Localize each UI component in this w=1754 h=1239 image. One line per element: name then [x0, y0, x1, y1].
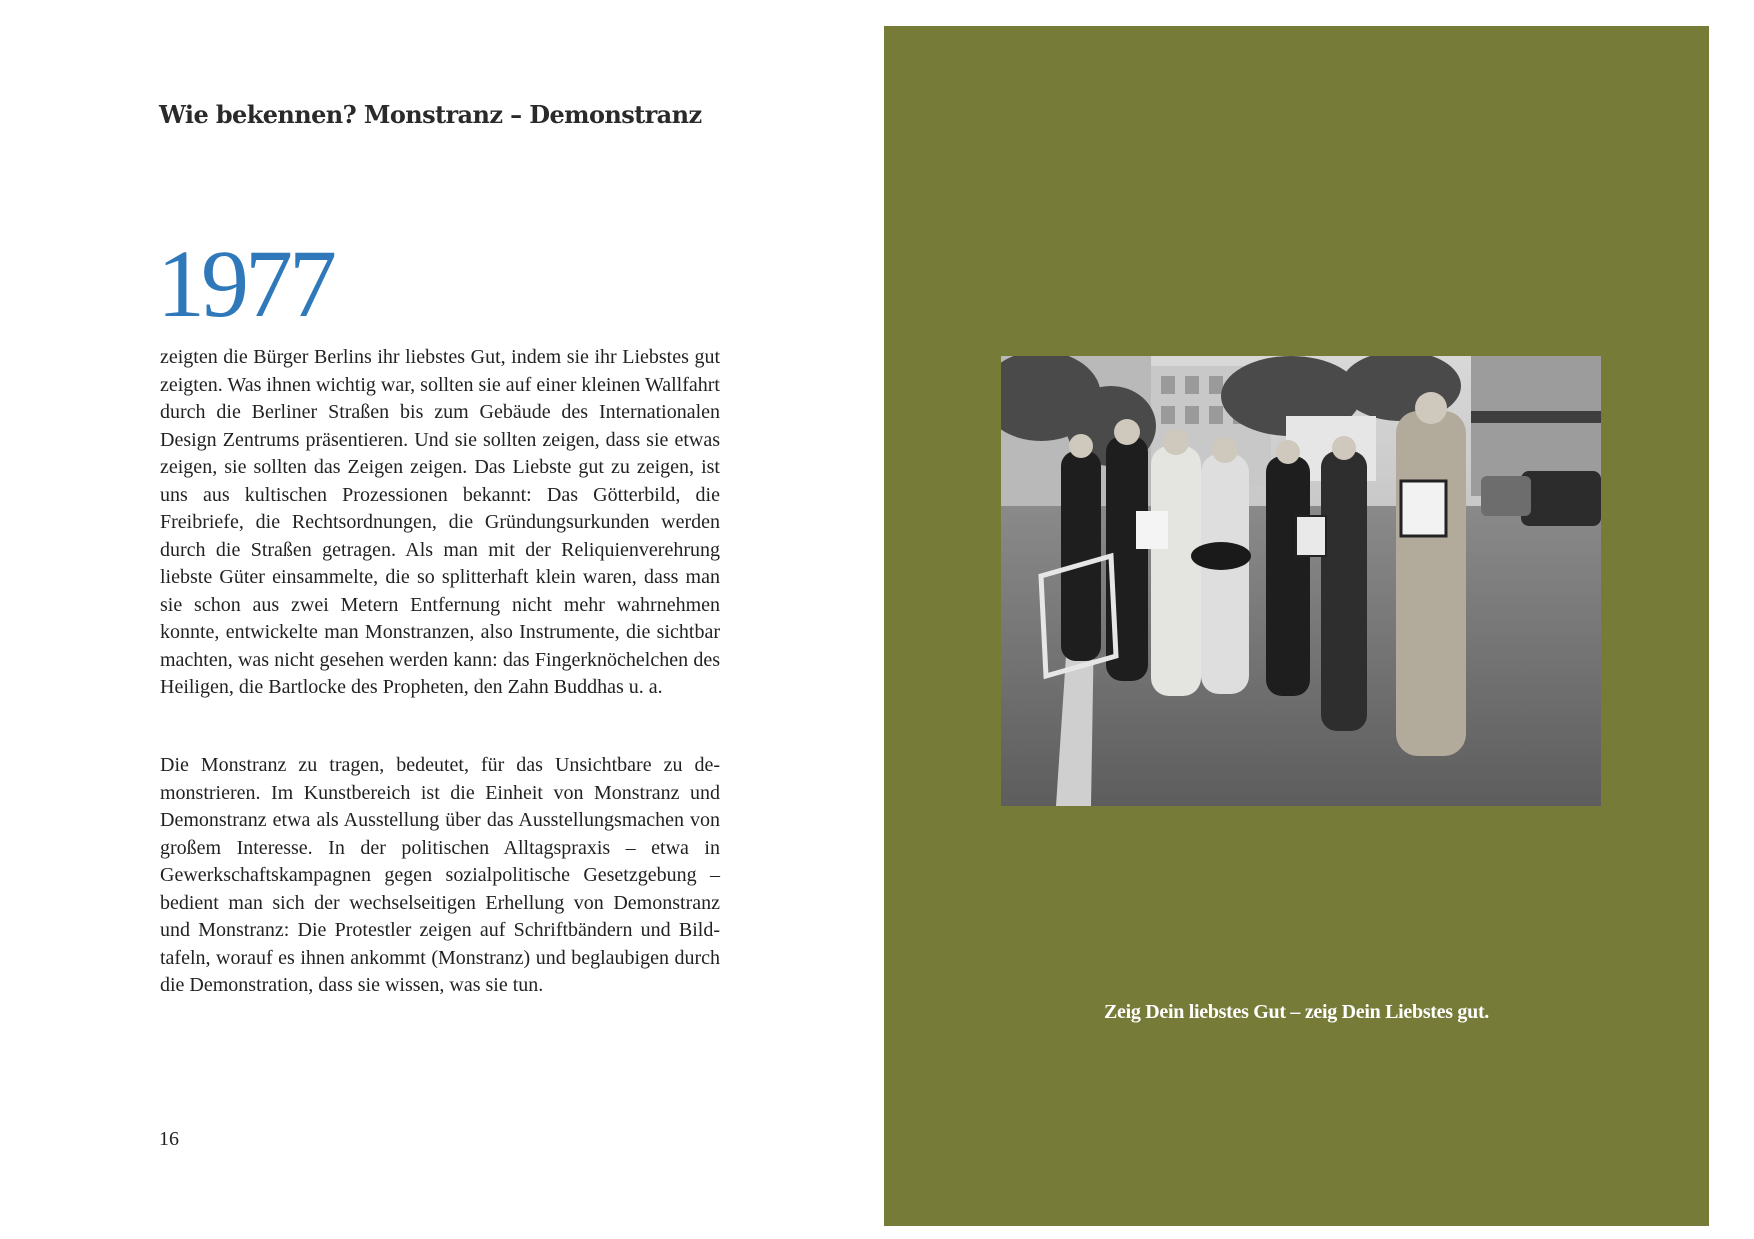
- headline: Wie bekennen? Monstranz – Demonstranz: [159, 100, 702, 129]
- photo-caption: Zeig Dein liebstes Gut – zeig Dein Liebstes gut.: [1103, 1001, 1490, 1023]
- green-panel: [884, 26, 1709, 1226]
- procession-photo: [1001, 356, 1601, 806]
- body-paragraph-1: zeigten die Bürger Berlins ihr liebstes Gut, indem sie ihr Liebstes gut zeigten. Was ihnen wichtig war, sollten sie auf einer kleinen Wallfahrt durch die Berliner Straßen bis zum Gebäude des Internationalen Design Zentrums präsentieren. Und sie sollten zeigen, dass sie etwas zeigen, sie sollten das Zeigen zeigen. Das Liebste gut zu zeigen, ist uns aus kultischen Prozessionen bekannt: Das Götterbild, die Freibriefe, die Rechtsordnungen, die Gründungsurkunden werden durch die Straßen getragen. Als man mit der Reliquienverehrung liebste Güter einsammelte, die so splitterhaft klein waren, dass man sie schon aus zwei Metern Entfernung nicht mehr wahrnehmen konnte, entwickelte man Monstranzen, also Instrumente, die sichtbar machten, was nicht gesehen werden kann: das Fingerknöchelchen des Heiligen, die Bartlocke des Propheten, den Zahn Buddhas u. a.: [160, 346, 720, 698]
- body-paragraph-2: Die Monstranz zu tragen, bedeutet, für das Unsichtbare zu demonstrieren. Im Kunstbereich ist die Einheit von Monstranz und Demonstranz etwa als Ausstellung über das Ausstellungsmachen von großem Interesse. In der politischen Alltagspraxis – etwa in Gewerkschaftskampagnen gegen sozialpolitische Gesetzgebung – bedient man sich der wechselseitigen Erhellung von Demonstranz und Monstranz: Die Protestler zeigen auf Schriftbändern und Bildtafeln, worauf es ihnen ankommt (Monstranz) und beglaubigen durch die Demonstration, dass sie wissen, was sie tun.: [160, 754, 720, 996]
- page-number: 16: [159, 1128, 179, 1150]
- year-heading: 1977: [157, 230, 333, 337]
